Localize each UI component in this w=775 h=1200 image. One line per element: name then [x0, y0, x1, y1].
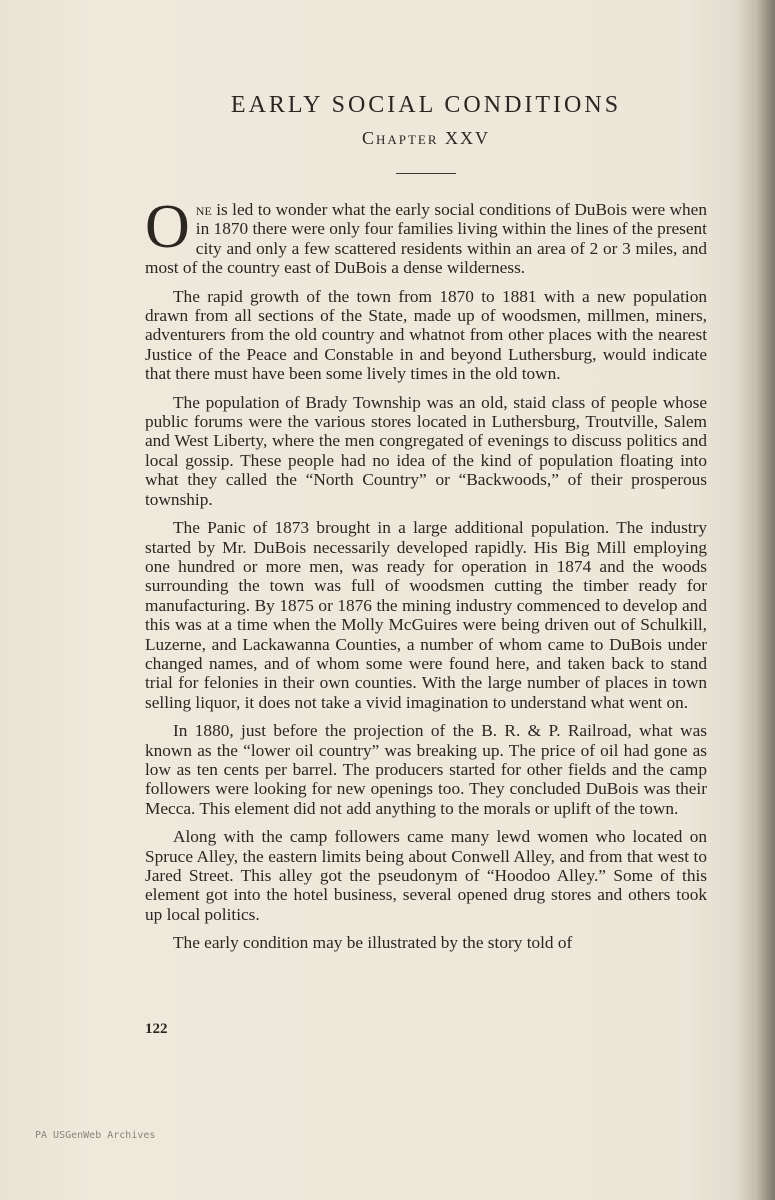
- body-text: [145, 193, 707, 962]
- chapter-heading: Chapter XXV: [361, 128, 491, 148]
- page-title: EARLY SOCIAL CONDITIONS: [230, 92, 622, 118]
- book-spine-shadow: [755, 0, 775, 1200]
- page-number: 122: [145, 1021, 168, 1037]
- paragraph-2: The rapid growth of the town from 1870 to 1881 with a new population drawn from all sections of the State, made up of woodsmen, millmen, miners, adventurers from the old country and whatnot from other places with the nearest Justice of the Peace and Constable in and beyond Luthersburg, would indicate that there must have been some lively times in the old town.: [145, 286, 707, 384]
- paragraph-3: The population of Brady Township was an old, staid class of people whose public forums were the various stores located in Luthersburg, Troutville, Salem and West Liberty, where the men congregated of evenings to discuss politics and local gossip. These people had no idea of the kind of population floating into what they called the “North Country” or “Backwoods,” of their prosperous township.: [145, 392, 707, 509]
- first-word-rest: ne: [195, 200, 212, 219]
- paragraph-6: Along with the camp followers came many lewd women who located on Spruce Alley, the eastern limits being about Conwell Alley, and from that west to Jared Street. This alley got the pseudonym of “Hoodoo Alley.” Some of this element got into the hotel business, several opened drug stores and others took up local politics.: [145, 827, 707, 924]
- paragraph-1: [145, 193, 707, 278]
- paragraph-1-text: is led to wonder what the early social conditions of DuBois were when in 1870 there were only four families living within the lines of the present city and only a few scattered residents within an area of 2 or 3 miles, and most of the country east of DuBois a dense wilderness.: [145, 200, 707, 278]
- paragraph-5: In 1880, just before the projection of the B. R. & P. Railroad, what was known as the “lower oil country” was breaking up. The price of oil had gone as low as ten cents per barrel. The producers started for other fields and the camp followers were looking for new openings too. They concluded DuBois was their Mecca. This element did not add anything to the morals or uplift of the town.: [145, 721, 707, 818]
- paragraph-7: The early condition may be illustrated by the story told of: [173, 933, 573, 953]
- archive-watermark: PA USGenWeb Archives: [35, 1130, 156, 1141]
- drop-cap: O: [145, 193, 190, 261]
- title-divider: [396, 173, 456, 174]
- paragraph-4: The Panic of 1873 brought in a large additional population. The industry started by Mr. DuBois necessarily developed rapidly. His Big Mill employing one hundred or more men, was ready for operation in 1874 and the woods surrounding the town was full of woodsmen cutting the timber ready for manufacturing. By 1875 or 1876 the mining industry commenced to develop and this was at a time when the Molly McGuires were being driven out of Schulkill, Luzerne, and Lackawanna Counties, a number of whom came to DuBois under changed names, and of whom some were found here, and taken back to stand trial for felonies in their own counties. With the large number of places in town selling liquor, it does not take a vivid imagination to understand what went on.: [145, 518, 707, 712]
